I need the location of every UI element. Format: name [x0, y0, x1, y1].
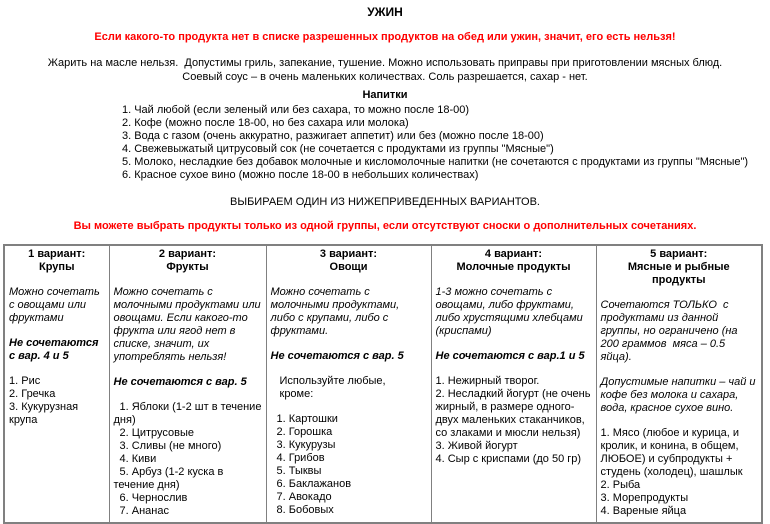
variant-cell-2: [109, 245, 266, 523]
food-list-item: 1. Мясо (любое и курица, и кролик, и конина, в общем, ЛЮБОЕ) и субпродукты + студень (холодец), шашлык: [600, 427, 743, 478]
food-list-item: 2. Цитрусовые: [119, 427, 195, 439]
variant-header-name: Мясные и рыбные продукты: [627, 261, 730, 286]
variant-header-number: 4 вариант:: [484, 248, 543, 260]
variant-header-name: Овощи: [329, 261, 368, 273]
food-list-item: 3. Кукурузная крупа: [9, 401, 79, 426]
food-list-item: 1. Яблоки (1-2 шт в течение дня): [113, 401, 262, 426]
compatibility-note: Сочетаются ТОЛЬКО с продуктами из данной группы, но ограничено (на 200 граммов мяса – 0.5 яйца).: [600, 299, 738, 363]
variant-header-name: Фрукты: [166, 261, 209, 273]
food-list-item: 8. Бобовых: [276, 504, 334, 516]
drink-item: 6. Красное сухое вино (можно после 18-00 в небольших количествах): [122, 169, 479, 181]
compatibility-restriction-note: Не сочетаются с вар.1 и 5: [435, 350, 585, 362]
compatibility-note: 1-3 можно сочетать с овощами, либо фруктами, либо хрустящими хлебцами (криспами): [435, 286, 583, 337]
food-list-item: 5. Тыквы: [276, 465, 322, 477]
compatibility-restriction-note: Не сочетаются с вар. 4 и 5: [9, 337, 99, 362]
food-list-item: 3. Сливы (не много): [119, 440, 222, 452]
intro-paragraph: [0, 56, 770, 84]
food-list-item: 4. Вареные яйца: [600, 505, 687, 517]
intro-line-2: Соевый соус – в очень маленьких количествах. Соль разрешается, сахар - нет.: [182, 71, 588, 83]
variant-cell-3: [266, 245, 431, 523]
food-list-item: 1. Рис: [9, 375, 41, 387]
variant-header-name: Молочные продукты: [456, 261, 571, 273]
food-list-item: 2. Горошка: [276, 426, 333, 438]
variant-food-list: [436, 375, 592, 466]
food-list-item: 3. Живой йогурт: [435, 440, 518, 452]
variant-header-number: 5 вариант:: [650, 248, 708, 260]
list-intro-note: Используйте любые, кроме:: [279, 375, 386, 400]
food-list-item: 4. Киви: [119, 453, 157, 465]
variant-cell-4: [431, 245, 596, 523]
variant-header-name: Крупы: [39, 261, 75, 273]
drink-item: 4. Свежевыжатый цитрусовый сок (не сочетается с продуктами из группы "Мясные"): [122, 143, 554, 155]
intro-line-1: Жарить на масле нельзя. Допустимы гриль, запекание, тушение. Можно использовать приправы при приготовлении мясных блюд.: [47, 57, 723, 69]
drinks-list: [70, 104, 766, 182]
warning-banner-top: Если какого-то продукта нет в списке разрешенных продуктов на обед или ужин, значит, его есть нельзя!: [94, 31, 676, 43]
variant-cell-5: [596, 245, 762, 523]
variant-header-number: 2 вариант:: [158, 248, 217, 260]
compatibility-note: Можно сочетать с овощами или фруктами: [9, 286, 100, 324]
drink-item: 5. Молоко, несладкие без добавок молочные и кисломолочные напитки (не сочетаются с продуктами из группы "Мясные"): [122, 156, 749, 168]
compatibility-note: Можно сочетать с молочными продуктами, либо с крупами, либо с фруктами.: [270, 286, 400, 337]
variant-food-list: [601, 427, 758, 518]
choose-variant-line: ВЫБИРАЕМ ОДИН ИЗ НИЖЕПРИВЕДЕННЫХ ВАРИАНТОВ.: [230, 196, 540, 208]
compatibility-note: Можно сочетать с молочными продуктами или овощами. Если какого-то фрукта или ягод нет в списке, значит, их употреблять нельзя!: [113, 286, 261, 363]
drink-item: 3. Вода с газом (очень аккуратно, разжигает аппетит) или без (можно после 18-00): [122, 130, 544, 142]
food-list-item: 7. Ананас: [119, 505, 169, 517]
variant-header-number: 3 вариант:: [319, 248, 378, 260]
variant-food-list: [9, 375, 105, 427]
food-list-item: 2. Несладкий йогурт (не очень жирный, в размере одного-двух маленьких стаканчиков, со злаками и мюсли нельзя): [435, 388, 591, 439]
food-list-item: 1. Картошки: [276, 413, 338, 425]
page-title: УЖИН: [367, 5, 403, 19]
variant-header-number: 1 вариант:: [28, 248, 86, 260]
variants-table: [3, 244, 763, 524]
food-list-item: 2. Рыба: [600, 479, 641, 491]
food-list-item: 7. Авокадо: [276, 491, 332, 503]
food-list-item: 4. Сыр с криспами (до 50 гр): [435, 453, 582, 465]
food-list-item: 5. Арбуз (1-2 куска в течение дня): [113, 466, 224, 491]
variant-food-list: [114, 401, 262, 518]
drinks-heading: Напитки: [362, 89, 408, 101]
food-list-item: 3. Морепродукты: [600, 492, 689, 504]
food-list-item: 1. Нежирный творог.: [435, 375, 540, 387]
variant-cell-1: [4, 245, 109, 523]
variant-food-list: [271, 413, 427, 517]
food-list-item: 6. Баклажанов: [276, 478, 352, 490]
variants-row: [4, 245, 762, 523]
warning-banner-groups: Вы можете выбрать продукты только из одной группы, если отсутствуют сноски о дополнительных сочетаниях.: [73, 220, 697, 232]
compatibility-note: Допустимые напитки – чай и кофе без молока и сахара, вода, красное сухое вино.: [600, 376, 756, 414]
compatibility-restriction-note: Не сочетаются с вар. 5: [113, 376, 247, 388]
food-list-item: 2. Гречка: [9, 388, 56, 400]
food-list-item: 4. Грибов: [276, 452, 325, 464]
drink-item: 2. Кофе (можно после 18-00, но без сахара или молока): [122, 117, 409, 129]
drink-item: 1. Чай любой (если зеленый или без сахара, то можно после 18-00): [122, 104, 470, 116]
food-list-item: 3. Кукурузы: [276, 439, 336, 451]
compatibility-restriction-note: Не сочетаются с вар. 5: [270, 350, 404, 362]
food-list-item: 6. Чернослив: [119, 492, 188, 504]
